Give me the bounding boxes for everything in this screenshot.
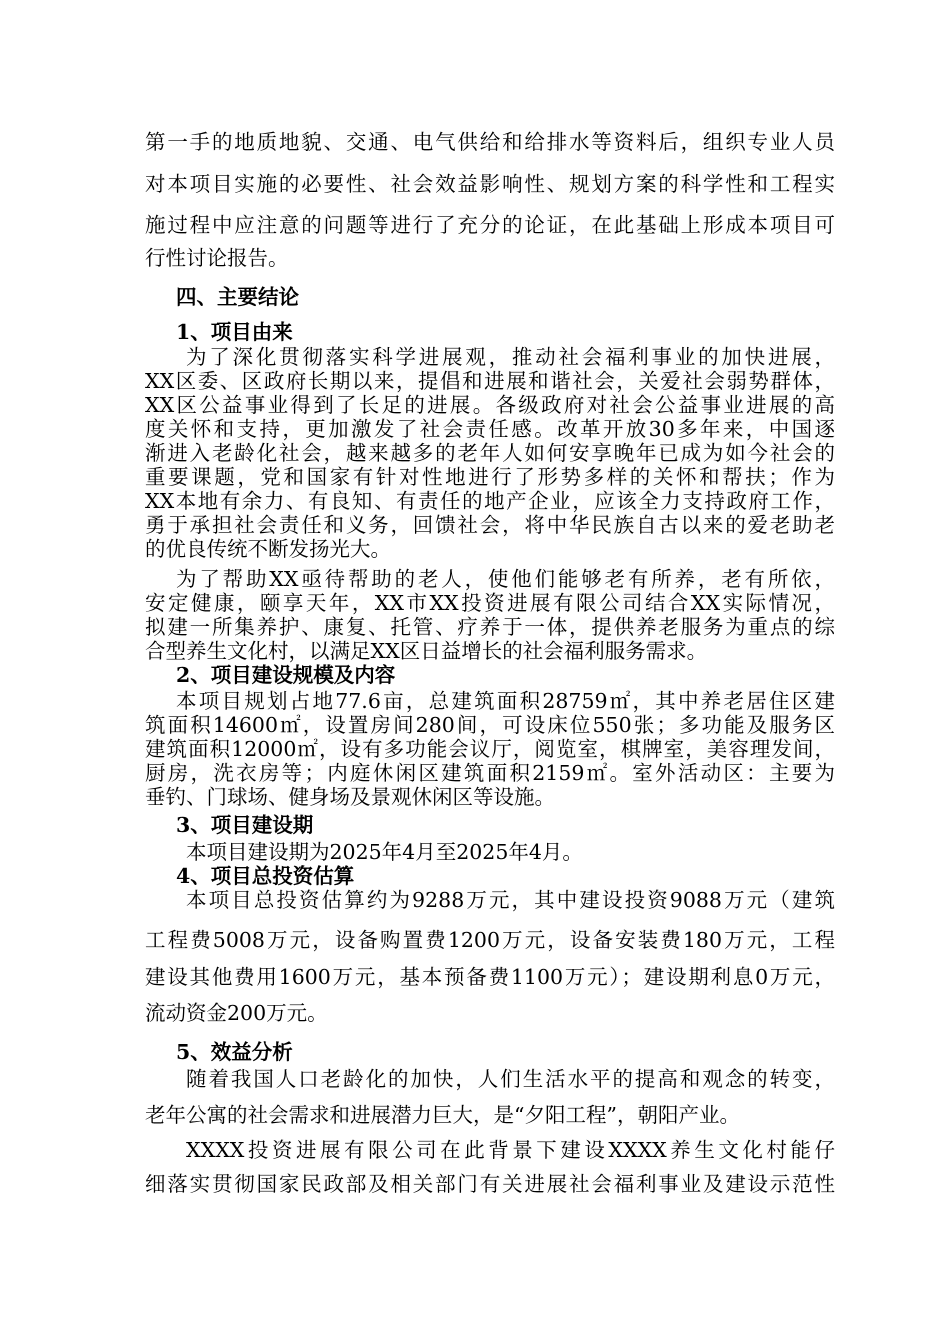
paragraph-line: 筑面积14600㎡，设置房间280间，可设床位550张；多功能及服务区 — [145, 713, 835, 737]
paragraph-line: 流动资金200万元。 — [145, 1001, 328, 1025]
subsection-heading: 1、项目由来 — [176, 320, 293, 344]
paragraph-line: 拟建一所集养护、康复、托管、疗养于一体，提供养老服务为重点的综 — [145, 615, 835, 639]
paragraph-line: XXXX投资进展有限公司在此背景下建设XXXX养生文化村能仔 — [186, 1138, 835, 1162]
paragraph-line: 老年公寓的社会需求和进展潜力巨大，是“夕阳工程”，朝阳产业。 — [145, 1103, 740, 1127]
paragraph-line: 工程费5008万元，设备购置费1200万元，设备安装费180万元，工程 — [145, 928, 835, 952]
subsection-heading: 5、效益分析 — [176, 1040, 293, 1064]
paragraph-line: 度关怀和支持，更加激发了社会责任感。改革开放30多年来，中国逐 — [145, 417, 835, 441]
paragraph-line: 施过程中应注意的问题等进行了充分的论证，在此基础上形成本项目可 — [145, 213, 835, 237]
paragraph-line: XX本地有余力、有良知、有责任的地产企业，应该全力支持政府工作， — [145, 489, 835, 513]
paragraph-line: 建设其他费用1600万元，基本预备费1100万元）；建设期利息0万元， — [145, 965, 835, 989]
paragraph-line: 第一手的地质地貌、交通、电气供给和给排水等资料后，组织专业人员 — [145, 130, 835, 154]
subsection-heading: 3、项目建设期 — [176, 813, 314, 837]
paragraph-line: 安定健康，颐享天年，XX市XX投资进展有限公司结合XX实际情况， — [145, 591, 835, 615]
paragraph-line: 本项目总投资估算约为9288万元，其中建设投资9088万元（建筑 — [186, 888, 835, 912]
paragraph-line: 随着我国人口老龄化的加快，人们生活水平的提高和观念的转变， — [186, 1067, 835, 1091]
paragraph-line: 细落实贯彻国家民政部及相关部门有关进展社会福利事业及建设示范性 — [145, 1172, 835, 1196]
paragraph-line: 的优良传统不断发扬光大。 — [145, 537, 391, 561]
paragraph-line: 合型养生文化村，以满足XX区日益增长的社会福利服务需求。 — [145, 639, 708, 663]
paragraph-line: 对本项目实施的必要性、社会效益影响性、规划方案的科学性和工程实 — [145, 172, 835, 196]
paragraph-line: 勇于承担社会责任和义务，回馈社会，将中华民族自古以来的爱老助老 — [145, 513, 835, 537]
paragraph-line: 行性讨论报告。 — [145, 246, 289, 270]
paragraph-line: 建筑面积12000㎡，设有多功能会议厅，阅览室，棋牌室，美容理发间， — [145, 737, 835, 761]
paragraph-line: 厨房，洗衣房等；内庭休闲区建筑面积2159㎡。室外活动区：主要为 — [145, 761, 835, 785]
paragraph-line: 重要课题，党和国家有针对性地进行了形势多样的关怀和帮扶；作为 — [145, 465, 835, 489]
paragraph-line: XX区委、区政府长期以来，提倡和进展和谐社会，关爱社会弱势群体， — [145, 369, 835, 393]
paragraph-line: 本项目规划占地77.6亩，总建筑面积28759㎡，其中养老居住区建 — [176, 689, 835, 713]
paragraph-line: 垂钓、门球场、健身场及景观休闲区等设施。 — [145, 785, 555, 809]
paragraph-line: 为了深化贯彻落实科学进展观，推动社会福利事业的加快进展， — [186, 345, 835, 369]
paragraph-line: XX区公益事业得到了长足的进展。各级政府对社会公益事业进展的高 — [145, 393, 835, 417]
subsection-heading: 2、项目建设规模及内容 — [176, 663, 396, 687]
paragraph-line: 渐进入老龄化社会，越来越多的老年人如何安享晚年已成为如今社会的 — [145, 441, 835, 465]
subsection-heading: 4、项目总投资估算 — [176, 864, 355, 888]
paragraph-line: 为了帮助XX亟待帮助的老人，使他们能够老有所养，老有所依， — [176, 567, 835, 591]
paragraph-line: 本项目建设期为2025年4月至2025年4月。 — [186, 840, 583, 864]
section-heading: 四、主要结论 — [176, 285, 299, 309]
